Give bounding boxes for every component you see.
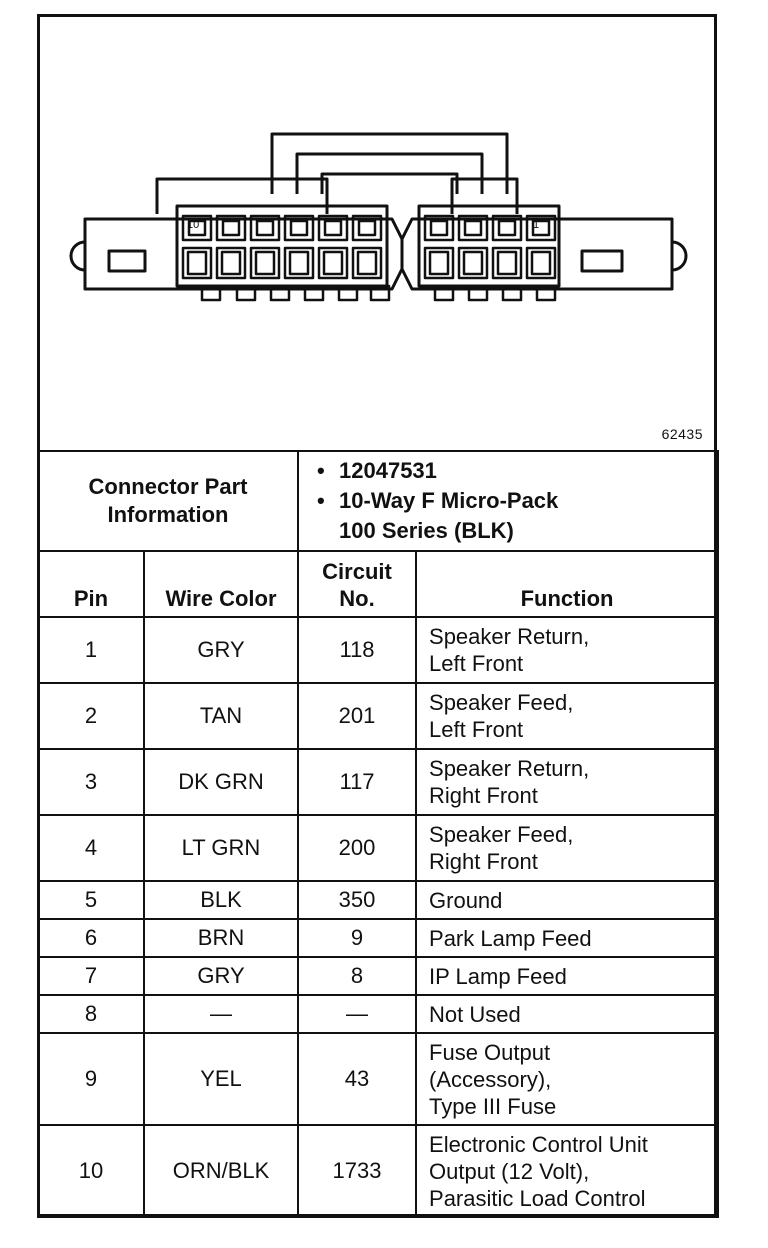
wire-color-cell: YEL	[144, 1033, 298, 1125]
terminal-slot-inner	[430, 252, 448, 274]
header-pin: Pin	[38, 551, 144, 617]
circuit-cell: 118	[298, 617, 416, 683]
terminal-slot-inner	[324, 252, 342, 274]
function-cell	[416, 1033, 718, 1125]
terminal-slot-inner	[290, 252, 308, 274]
circuit-cell: 350	[298, 881, 416, 919]
terminal-slot-inner	[464, 252, 482, 274]
function-cell	[416, 919, 718, 957]
drawing-id: 62435	[661, 426, 703, 442]
circuit-cell: 200	[298, 815, 416, 881]
wire-color-cell: GRY	[144, 617, 298, 683]
table-row	[38, 995, 718, 1033]
function-line: Ground	[429, 887, 503, 913]
wire-color-cell: —	[144, 995, 298, 1033]
function-line: Right Front	[429, 783, 538, 808]
header-function: Function	[416, 551, 718, 617]
function-line: Parasitic Load Control	[429, 1185, 646, 1211]
circuit-cell: —	[298, 995, 416, 1033]
table-row	[38, 919, 718, 957]
info-title-line1: Connector Part	[88, 474, 248, 499]
function-line: Not Used	[429, 1001, 521, 1027]
wire-color-cell: BRN	[144, 919, 298, 957]
pin-cell: 7	[38, 957, 144, 995]
function-cell	[416, 1125, 718, 1217]
table-row	[38, 749, 718, 815]
pin-cell: 5	[38, 881, 144, 919]
connector-info-row	[38, 451, 718, 551]
cavity-inner	[431, 221, 447, 235]
function-line: Output (12 Volt),	[429, 1158, 590, 1184]
table-row	[38, 1125, 718, 1217]
circuit-cell: 201	[298, 683, 416, 749]
header-wire-color: Wire Color	[144, 551, 298, 617]
pin-cell: 4	[38, 815, 144, 881]
function-cell	[416, 683, 718, 749]
table-row	[38, 815, 718, 881]
pin-label-10: 10	[187, 219, 200, 231]
function-line: Electronic Control Unit	[429, 1131, 648, 1157]
function-cell	[416, 995, 718, 1033]
table-row	[38, 881, 718, 919]
terminal-slot-inner	[498, 252, 516, 274]
function-line: Speaker Return,	[429, 756, 590, 781]
connector-description	[339, 486, 711, 546]
function-cell	[416, 815, 718, 881]
terminal-slot-inner	[532, 252, 550, 274]
function-line: Left Front	[429, 651, 524, 676]
part-number: • 12047531	[339, 456, 711, 486]
function-line: Speaker Feed,	[429, 822, 574, 847]
circuit-cell: 9	[298, 919, 416, 957]
wire-color-cell: TAN	[144, 683, 298, 749]
function-cell	[416, 617, 718, 683]
cavity-inner	[257, 221, 273, 235]
function-line: Fuse Output	[429, 1039, 551, 1065]
pin-cell: 2	[38, 683, 144, 749]
header-circuit-line2: No.	[339, 586, 375, 611]
circuit-cell: 43	[298, 1033, 416, 1125]
connector-drawing	[37, 14, 717, 450]
circuit-cell: 1733	[298, 1125, 416, 1217]
cavity-inner	[325, 221, 341, 235]
pin-cell: 1	[38, 617, 144, 683]
function-cell	[416, 881, 718, 919]
description-line1: 10-Way F Micro-Pack	[339, 488, 559, 513]
cavity-inner	[291, 221, 307, 235]
terminal-slot-inner	[358, 252, 376, 274]
table-row	[38, 1033, 718, 1125]
function-line: Type III Fuse	[429, 1093, 557, 1119]
connector-diagram	[37, 14, 717, 450]
circuit-cell: 117	[298, 749, 416, 815]
wire-color-cell: LT GRN	[144, 815, 298, 881]
cavity-inner	[499, 221, 515, 235]
terminal-slot-inner	[256, 252, 274, 274]
table-row	[38, 957, 718, 995]
circuit-cell: 8	[298, 957, 416, 995]
info-title-line2: Information	[107, 502, 229, 527]
pin-cell: 10	[38, 1125, 144, 1217]
cavity-inner	[223, 221, 239, 235]
pin-cell: 9	[38, 1033, 144, 1125]
cavity-inner	[465, 221, 481, 235]
header-row	[38, 551, 718, 617]
function-cell	[416, 957, 718, 995]
function-line: Speaker Feed,	[429, 690, 574, 715]
wire-color-cell: ORN/BLK	[144, 1125, 298, 1217]
table-row	[38, 683, 718, 749]
wire-color-cell: BLK	[144, 881, 298, 919]
header-circuit-line1: Circuit	[322, 559, 392, 584]
terminal-slot-inner	[222, 252, 240, 274]
wire-color-cell: DK GRN	[144, 749, 298, 815]
cavity-inner	[359, 221, 375, 235]
function-line: Park Lamp Feed	[429, 925, 592, 951]
description-line2: 100 Series (BLK)	[339, 518, 514, 543]
pin-cell: 8	[38, 995, 144, 1033]
pin-label-1: 1	[533, 219, 540, 231]
function-line: (Accessory),	[429, 1066, 552, 1092]
pin-cell: 3	[38, 749, 144, 815]
pin-cell: 6	[38, 919, 144, 957]
connector-info-title	[38, 451, 298, 551]
function-line: Left Front	[429, 717, 524, 742]
function-line: Right Front	[429, 849, 538, 874]
terminal-slot-inner	[188, 252, 206, 274]
header-circuit	[298, 551, 416, 617]
function-cell	[416, 749, 718, 815]
wire-color-cell: GRY	[144, 957, 298, 995]
function-line: IP Lamp Feed	[429, 963, 567, 989]
connector-info-values	[298, 451, 718, 551]
table-row	[38, 617, 718, 683]
function-line: Speaker Return,	[429, 624, 590, 649]
pinout-table	[37, 450, 719, 1218]
